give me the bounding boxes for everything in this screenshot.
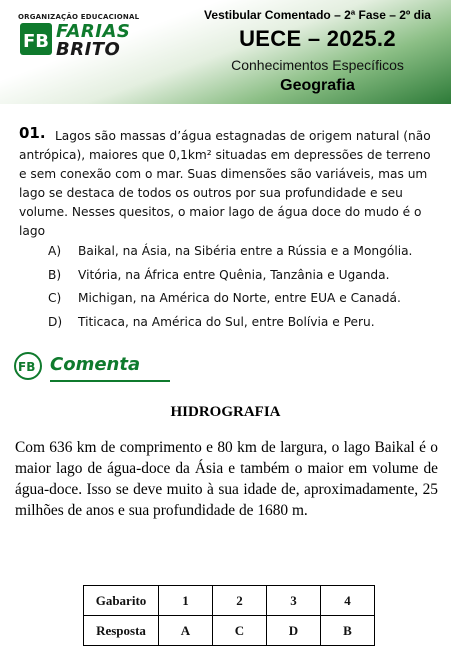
organization-name: ORGANIZAÇÃO EDUCACIONAL [18, 13, 140, 21]
table-cell: D [267, 616, 321, 646]
option-letter: D) [48, 314, 63, 329]
option-b [48, 268, 443, 292]
option-text: Titicaca, na América do Sul, entre Bolívia e Peru. [78, 314, 375, 329]
option-d [48, 315, 443, 339]
comenta-label: Comenta [50, 354, 141, 375]
question-text: Lagos são massas d’água estagnadas de origem natural (não antrópica), maiores que 0,1km² situadas em depressões de terreno e sem conexão com o mar. Suas dimensões são variáveis, mas um lago se destaca de todos os outros por sua profundidade e seu volume. Nesses quesitos, o maior lago de água doce do mudo é o lago [19, 129, 431, 238]
option-c [48, 291, 443, 315]
knowledge-area: Conhecimentos Específicos [231, 57, 404, 73]
section-title: HIDROGRAFIA [170, 404, 281, 420]
answer-key-table [83, 585, 375, 646]
table-cell: A [159, 616, 213, 646]
brand-name-line2: BRITO [56, 39, 121, 60]
table-cell: 3 [267, 586, 321, 616]
table-row [84, 616, 375, 646]
table-cell: B [321, 616, 375, 646]
table-row [84, 586, 375, 616]
table-header-cell: Gabarito [84, 586, 159, 616]
answer-options [48, 244, 443, 338]
farias-brito-logo [8, 6, 148, 62]
comenta-underline [50, 380, 170, 382]
header-banner [0, 0, 451, 104]
option-letter: B) [48, 267, 62, 282]
option-text: Michigan, na América do Norte, entre EUA e Canadá. [78, 291, 401, 305]
option-text: Vitória, na África entre Quênia, Tanzânia e Uganda. [78, 267, 390, 282]
fb-logo-icon [20, 23, 52, 55]
option-a [48, 244, 443, 268]
table-cell: 2 [213, 586, 267, 616]
table-cell: C [213, 616, 267, 646]
option-text: Baikal, na Ásia, na Sibéria entre a Rússia e a Mongólia. [78, 244, 413, 258]
table-cell: 4 [321, 586, 375, 616]
exam-title: Vestibular Comentado – 2ª Fase – 2º dia [204, 8, 431, 22]
option-letter: C) [48, 291, 62, 305]
table-cell: 1 [159, 586, 213, 616]
commentary-text: Com 636 km de comprimento e 80 km de largura, o lago Baikal é o maior lago de água-doce da Ásia e também o maior em volume de água-doce. Isso se deve muito à sua idade de, aproximadamente, 25 milhões de anos e sua profundidade de 1680 m. [15, 439, 438, 519]
institution-title: UECE – 2025.2 [239, 26, 396, 51]
comenta-logo-icon [14, 352, 42, 380]
brand-name-line1: FARIAS [56, 21, 131, 42]
question-number: 01. [19, 124, 46, 142]
subject-title: Geografia [280, 77, 355, 94]
table-header-cell: Resposta [84, 616, 159, 646]
option-letter: A) [48, 244, 62, 258]
comenta-badge [14, 350, 159, 384]
svg-text:FB: FB [18, 360, 36, 374]
svg-text:FB: FB [23, 31, 50, 52]
